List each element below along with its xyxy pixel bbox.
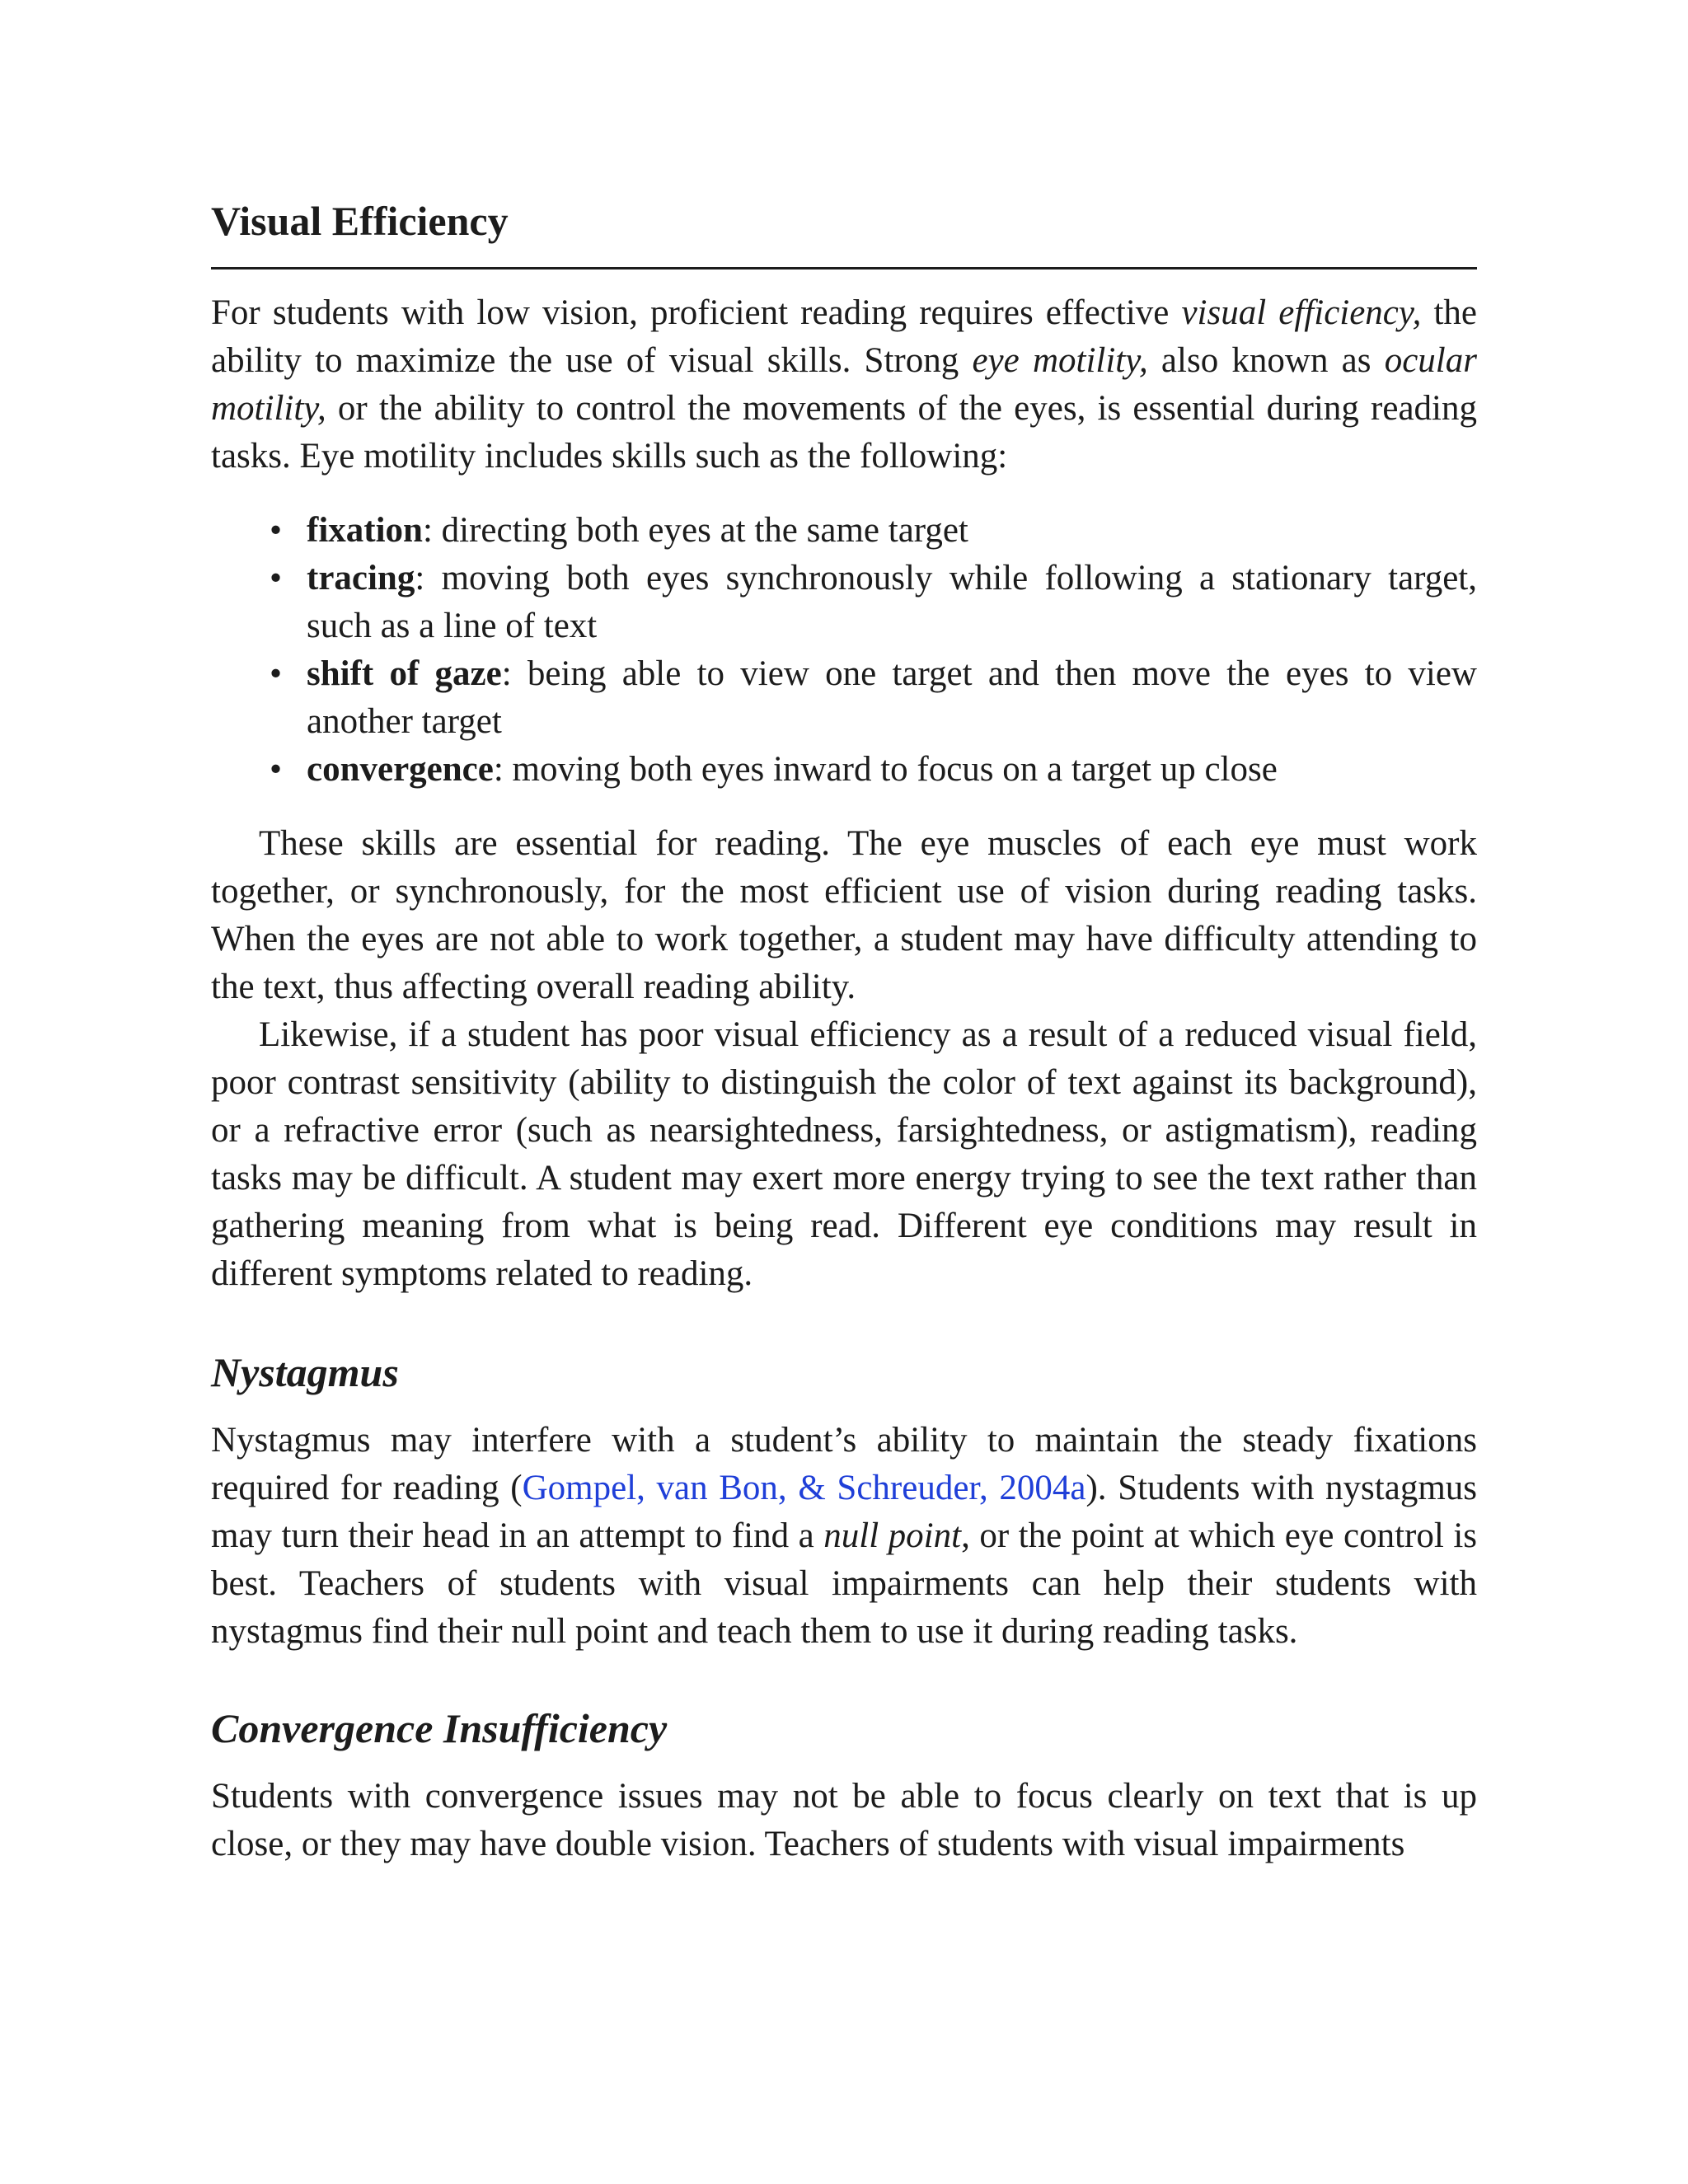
list-item [270,507,1477,555]
skills-list [211,507,1477,794]
document-page [211,196,1477,1868]
nystagmus-heading: Nystagmus [211,1349,399,1395]
intro-paragraph [211,289,1477,480]
skill-term: convergence [307,750,494,789]
nystagmus-text-3: , or the point at which eye control is best. Teachers of students with visual impairments can help their students with nystagmus find their null point and teach them to use it during reading tasks. [211,1516,1477,1651]
bullet-icon: • [270,559,283,598]
skill-description: : being able to view one target and then move the eyes to view another target [307,654,1477,741]
skill-description: : moving both eyes inward to focus on a target up close [493,750,1278,789]
skill-term: shift of gaze [307,654,502,693]
intro-text-1: For students with low vision, proficient reading requires effective [211,293,1182,332]
intro-text-4: or the ability to control the movements of the eyes, is essential during reading tasks. Eye motility includes skills such as the following: [211,389,1477,476]
skill-term: fixation [307,511,423,550]
intro-text-3: also known as [1147,341,1385,380]
skill-description: : moving both eyes synchronously while following a stationary target, such as a line of text [307,559,1477,645]
term-visual-efficiency: visual efficiency, [1181,293,1422,332]
nystagmus-text-2: ). Students with nystagmus may turn their head in an attempt to find a [211,1469,1478,1555]
citation-link[interactable]: Gompel, van Bon, & Schreuder, 2004a [522,1469,1086,1507]
nystagmus-text-1: Nystagmus may interfere with a student’s ability to maintain the steady fixations required for reading ( [211,1421,1477,1507]
term-null-point: null point [823,1516,962,1555]
nystagmus-paragraph [211,1417,1477,1656]
term-eye-motility: eye motility, [972,341,1148,380]
convergence-heading: Convergence Insufficiency [211,1705,668,1751]
section-title: Visual Efficiency [211,196,1477,269]
list-item [270,650,1477,746]
skills-essential-paragraph: These skills are essential for reading. The eye muscles of each eye must work together, or synchronously, for the most efficient use of vision during reading tasks. When the eyes are not able to work together, a student may have difficulty attending to the text, thus affecting overall reading ability. [211,824,1477,1006]
intro-text-2: the ability to maximize the use of visual skills. Strong [211,293,1477,380]
list-item [270,746,1477,794]
bullet-icon: • [270,654,283,693]
convergence-paragraph: Students with convergence issues may not be able to focus clearly on text that is up close, or they may have double vision. Teachers of students with visual impairments [211,1777,1477,1863]
bullet-icon: • [270,750,283,789]
skill-term: tracing [307,559,415,598]
list-item [270,555,1477,650]
visual-efficiency-paragraph: Likewise, if a student has poor visual efficiency as a result of a reduced visual field, poor contrast sensitivity (ability to distinguish the color of text against its background), or a refractive error (such as nearsightedness, farsightedness, or astigmatism), reading tasks may be difficult. A student may exert more energy trying to see the text rather than gathering meaning from what is being read. Different eye conditions may result in different symptoms related to reading. [211,1015,1477,1293]
term-ocular-motility: ocular motility, [211,341,1477,428]
skill-description: : directing both eyes at the same target [422,511,968,550]
bullet-icon: • [270,511,283,550]
